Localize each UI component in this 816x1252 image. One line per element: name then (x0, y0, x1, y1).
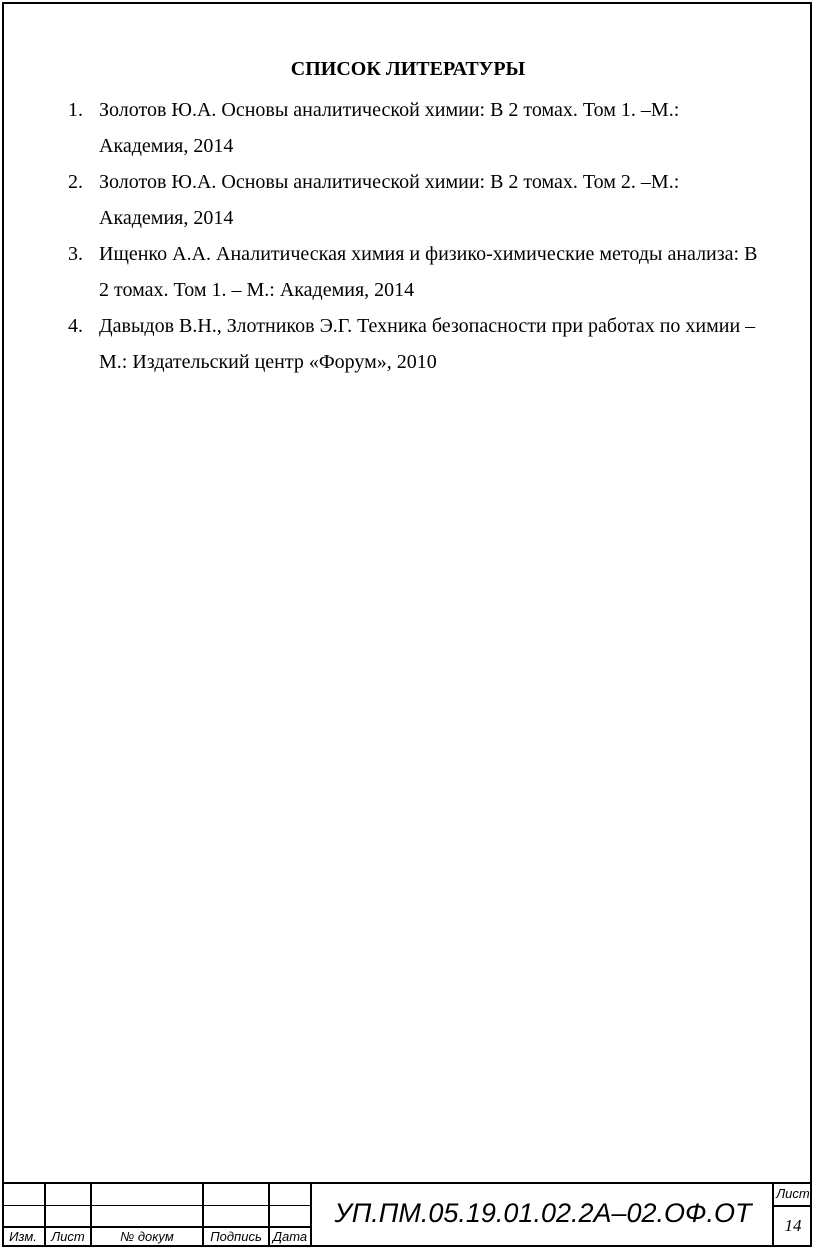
reference-number: 1. (68, 99, 83, 121)
stamp-row-line (2, 1205, 310, 1206)
reference-number: 3. (68, 243, 83, 265)
reference-number: 4. (68, 315, 83, 337)
page-title: СПИСОК ЛИТЕРАТУРЫ (290, 58, 526, 80)
stamp-caption-izm: Изм. (9, 1229, 37, 1244)
reference-number: 2. (68, 171, 83, 193)
stamp-caption-list: Лист (51, 1229, 85, 1244)
stamp-caption-doc-num: № докум (120, 1229, 174, 1244)
sheet-label: Лист (776, 1186, 810, 1201)
stamp-caption-date: Дата (272, 1229, 308, 1244)
reference-text: Давыдов В.Н., Злотников Э.Г. Техника безопасности при работах по химии – М.: Издательский центр «Форум», 2010 (99, 315, 756, 373)
stamp-row-line (772, 1205, 812, 1207)
reference-text: Золотов Ю.А. Основы аналитической химии: В 2 томах. Том 2. –М.: Академия, 2014 (99, 171, 680, 229)
reference-text: Золотов Ю.А. Основы аналитической химии: В 2 томах. Том 1. –М.: Академия, 2014 (99, 99, 680, 157)
reference-text: Ищенко А.А. Аналитическая химия и физико-химические методы анализа: В 2 томах. Том 1. – М.: Академия, 2014 (99, 243, 758, 301)
stamp-caption-signature: Подпись (210, 1229, 262, 1244)
stamp-row-line (2, 1226, 310, 1228)
stamp-divider (310, 1184, 312, 1247)
title-block-stamp (2, 1182, 812, 1247)
document-code: УП.ПМ.05.19.01.02.2А–02.ОФ.ОТ (334, 1198, 752, 1228)
sheet-number: 14 (784, 1216, 802, 1235)
